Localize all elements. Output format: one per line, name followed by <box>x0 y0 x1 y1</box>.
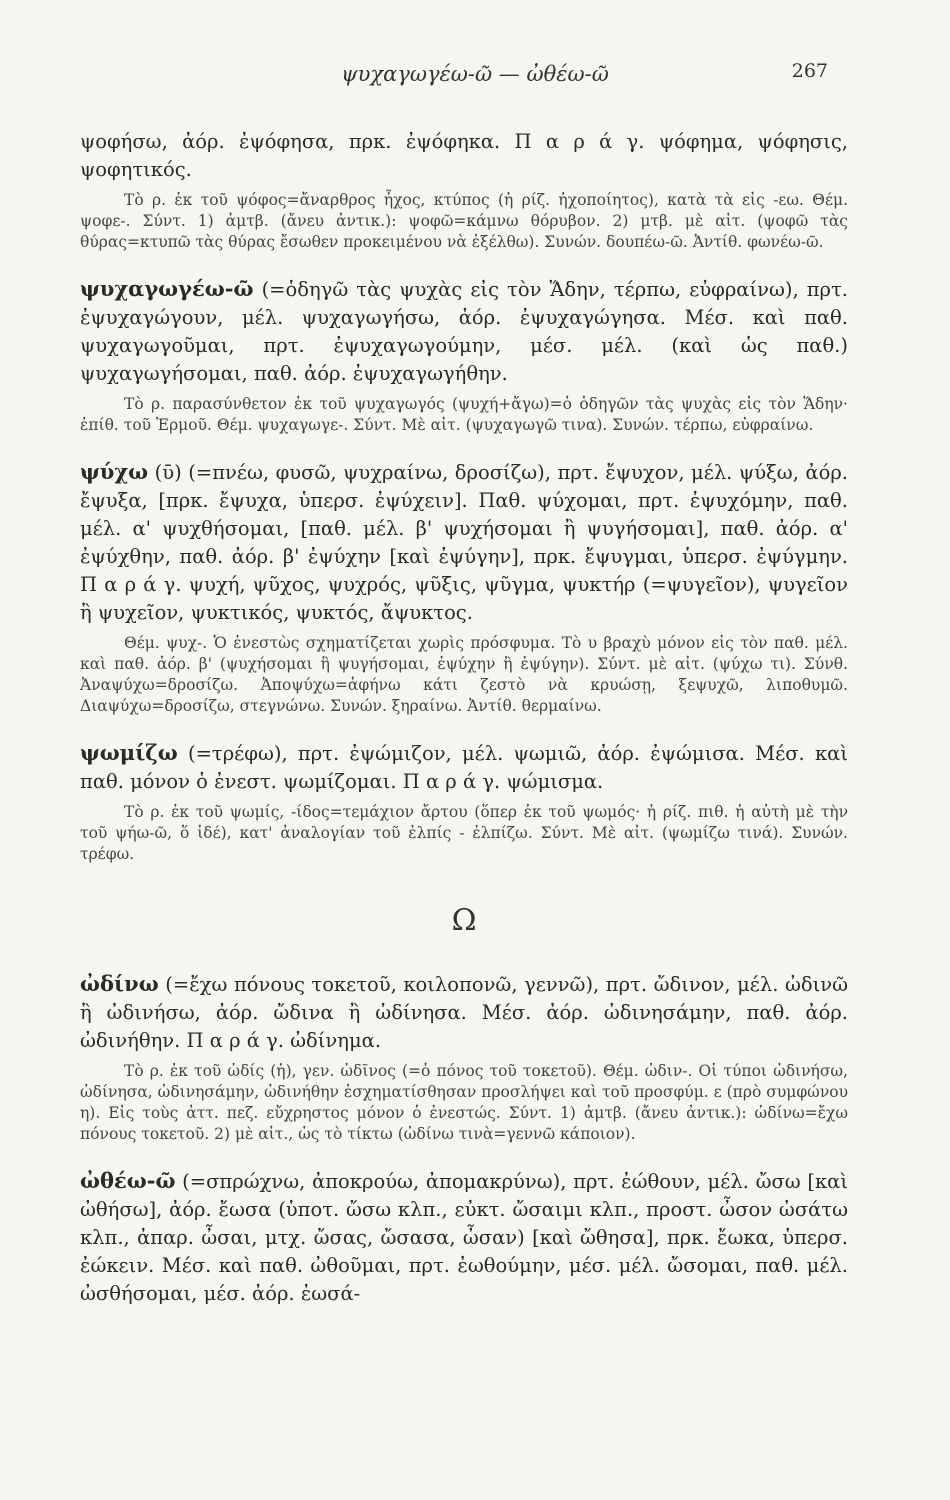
continued-entry <box>80 128 848 253</box>
entry-headword: ψύχω <box>80 459 149 484</box>
entry-definition: (ῡ) (=πνέω, φυσῶ, ψυχραίνω, δροσίζω), πρτ. ἔψυχον, μέλ. ψύξω, ἀόρ. ἔψυξα, [πρκ. ἔψυχα, ὑπερσ. ἐψύχειν]. Παθ. ψύχομαι, πρτ. ἐψυχόμην, παθ. μέλ. α' ψυχθήσομαι, [παθ. μέλ. β' ψυχήσομαι ἢ ψυγήσομαι], παθ. ἀόρ. α' ἐψύχθην, παθ. ἀόρ. β' ἐψύχην [καὶ ἐψύγην], πρκ. ἔψυγμαι, ὑπερσ. ἐψύγμην. Π α ρ ά γ. ψυχή, ψῦχος, ψυχρός, ψῦξις, ψῦγμα, ψυκτήρ (=ψυγεῖον), ψυγεῖον ἢ ψυχεῖον, ψυκτικός, ψυκτός, ἄψυκτος. <box>80 461 848 624</box>
entry-definition: (=ἔχω πόνους τοκετοῦ, κοιλοπονῶ, γεννῶ), πρτ. ὤδινον, μέλ. ὠδινῶ ἢ ὠδινήσω, ἀόρ. ὤδινα ἢ ὠδίνησα. Μέσ. ἀόρ. ὠδινησάμην, παθ. ἀόρ. ὠδινήθην. Π α ρ ά γ. ὠδίνημα. <box>80 973 848 1052</box>
entry-odino <box>80 970 848 1145</box>
entry-headword: ὠδίνω <box>80 971 159 996</box>
entry-definition: (=τρέφω), πρτ. ἐψώμιζον, μέλ. ψωμιῶ, ἀόρ. ἐψώμισα. Μέσ. καὶ παθ. μόνον ὁ ἐνεστ. ψωμίζομαι. Π α ρ ά γ. ψώμισμα. <box>80 742 848 793</box>
entry-headword: ὠθέω-ῶ <box>80 1168 176 1193</box>
entry-note: Τὸ ρ. παρασύνθετον ἐκ τοῦ ψυχαγωγός (ψυχή+ἄγω)=ὁ ὁδηγῶν τὰς ψυχὰς εἰς τὸν Ἅδην· ἐπίθ. τοῦ Ἑρμοῦ. Θέμ. ψυχαγωγε-. Σύντ. Μὲ αἰτ. (ψυχαγωγῶ τινα). Συνών. τέρπω, εὐφραίνω. <box>80 395 848 434</box>
entry-definition: (=ὁδηγῶ τὰς ψυχὰς εἰς τὸν Ἅδην, τέρπω, εὐφραίνω), πρτ. ἐψυχαγώγουν, μέλ. ψυχαγωγήσω, ἀόρ. ἐψυχαγώγησα. Μέσ. καὶ παθ. ψυχαγωγοῦμαι, πρτ. ἐψυχαγωγούμην, μέσ. μέλ. (καὶ ὡς παθ.) ψυχαγωγήσομαι, παθ. ἀόρ. ἐψυχαγωγήθην. <box>80 278 848 385</box>
continued-note: Τὸ ρ. ἐκ τοῦ ψόφος=ἄναρθρος ἦχος, κτύπος (ἡ ρίζ. ἠχοποίητος), κατὰ τὰ εἰς -εω. Θέμ. ψοφε-. Σύντ. 1) ἀμτβ. (ἄνευ ἀντικ.): ψοφῶ=κάμνω θόρυβον. 2) μτβ. μὲ αἰτ. (ψοφῶ τὰς θύρας=κτυπῶ τὰς θύρας ἔσωθεν προκειμένου νὰ ἐξέλθω). Συνών. δουπέω-ῶ. Ἀντίθ. φωνέω-ῶ. <box>80 191 848 251</box>
entry-note: Θέμ. ψυχ-. Ὁ ἐνεστὼς σχηματίζεται χωρὶς πρόσφυμα. Τὸ υ βραχὺ μόνον εἰς τὸν παθ. μέλ. καὶ παθ. ἀόρ. β' (ψυχήσομαι ἢ ψυγήσομαι, ἐψύχην ἢ ἐψύγην). Σύντ. μὲ αἰτ. (ψύχω τι). Σύνθ. Ἀναψύχω=δροσίζω. Ἀποψύχω=ἀφήνω κάτι ζεστὸ νὰ κρυώσῃ, ξεψυχῶ, λιποθυμῶ. Διαψύχω=δροσίζω, στεγνώνω. Συνών. ξηραίνω. Ἀντίθ. θερμαίνω. <box>80 634 848 715</box>
entry-headword: ψυχαγωγέω-ῶ <box>80 276 254 301</box>
page-content <box>80 128 848 1330</box>
page-number: 267 <box>791 60 828 82</box>
entry-note: Τὸ ρ. ἐκ τοῦ ψωμίς, -ίδος=τεμάχιον ἄρτου (ὅπερ ἐκ τοῦ ψωμός· ἡ ρίζ. πιθ. ἡ αὐτὴ μὲ τὴν τοῦ ψήω-ῶ, ὅ ἰδέ), κατ' ἀναλογίαν τοῦ ἐλπίς - ἐλπίζω. Σύντ. Μὲ αἰτ. (ψωμίζω τινά). Συνών. τρέφω. <box>80 803 848 863</box>
entry-psycho <box>80 458 848 717</box>
running-head: ψυχαγωγέω-ῶ — ὠθέω-ῶ <box>341 62 609 86</box>
entry-headword: ψωμίζω <box>80 740 178 765</box>
continued-definition: ψοφήσω, ἀόρ. ἐψόφησα, πρκ. ἐψόφηκα. Π α ρ ά γ. ψόφημα, ψόφησις, ψοφητικός. <box>80 130 848 181</box>
section-letter: Ω <box>451 903 477 938</box>
entry-otheo <box>80 1167 848 1308</box>
entry-psychagogeo <box>80 275 848 436</box>
entry-note: Τὸ ρ. ἐκ τοῦ ὠδίς (ἡ), γεν. ὠδῖνος (=ὁ πόνος τοῦ τοκετοῦ). Θέμ. ὠδιν-. Οἱ τύποι ὠδινήσω, ὠδίνησα, ὠδινησάμην, ὠδινήθην ἐσχηματίσθησαν προσλήψει καὶ τοῦ προσφύμ. ε (πρὸ συμφώνου η). Εἰς τοὺς ἀττ. πεζ. εὔχρηστος μόνον ὁ ἐνεστώς. Σύντ. 1) ἀμτβ. (ἄνευ ἀντικ.): ὠδίνω=ἔχω πόνους τοκετοῦ. 2) μὲ αἰτ., ὡς τὸ τίκτω (ὠδίνω τινὰ=γεννῶ κάποιον). <box>80 1062 848 1143</box>
entry-psomizo <box>80 739 848 865</box>
entry-definition: (=σπρώχνω, ἀποκρούω, ἀπομακρύνω), πρτ. ἐώθουν, μέλ. ὤσω [καὶ ὠθήσω], ἀόρ. ἔωσα (ὑποτ. ὤσω κλπ., εὐκτ. ὤσαιμι κλπ., προστ. ὦσον ὠσάτω κλπ., ἀπαρ. ὦσαι, μτχ. ὤσας, ὤσασα, ὦσαν) [καὶ ὤθησα], πρκ. ἔωκα, ὑπερσ. ἐώκειν. Μέσ. καὶ παθ. ὠθοῦμαι, πρτ. ἐωθούμην, μέσ. μέλ. ὤσομαι, παθ. μέλ. ὠσθήσομαι, μέσ. ἀόρ. ἐωσά- <box>80 1170 848 1305</box>
